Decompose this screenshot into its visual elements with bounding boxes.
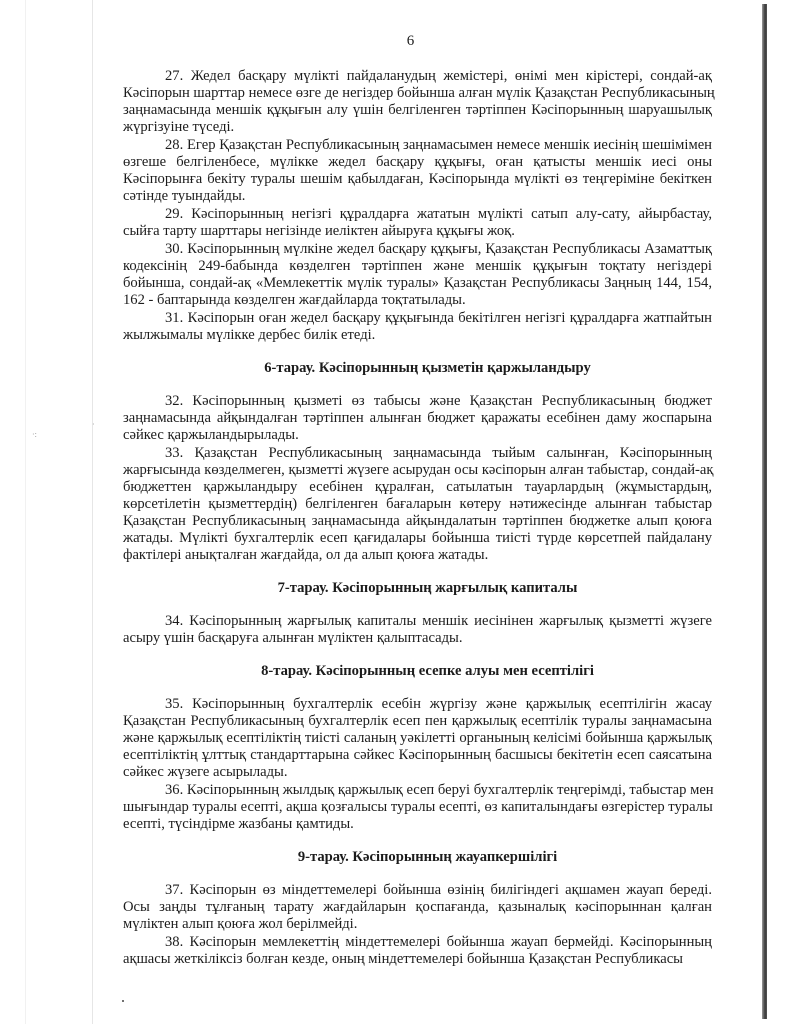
text-line: есепті, түсіндірме жазбаны қамтиды. bbox=[123, 816, 354, 832]
text-line: сәйкес жүзеге асырылады. bbox=[123, 764, 288, 780]
text-line: 31. Кәсіпорын оған жедел басқару құқығында бекітілген негізгі құралдарға жатпайтын bbox=[165, 310, 712, 326]
scan-speck: · bbox=[92, 420, 95, 429]
text-line: сәтінде туындайды. bbox=[123, 188, 246, 204]
text-line: Кәсіпорынға бекіту туралы шешім қабылдаған, Кәсіпорында мүлікті өз теңгеріміне бекіткен bbox=[123, 171, 712, 187]
text-line: және қаржылық есептіліктің тиісті саланың уәкілетті органының келісімі бойынша қаржылық bbox=[123, 730, 712, 746]
text-line: мүліктен алып қоюға жол берілмейді. bbox=[123, 916, 358, 932]
text-line: ақшасы жеткіліксіз болған кезде, оның міндеттемелері бойынша Қазақстан Республикасы bbox=[123, 951, 683, 967]
text-line: 32. Кәсіпорынның қызметі өз табысы және Қазақстан Республикасының бюджет bbox=[165, 393, 712, 409]
text-line: 33. Қазақстан Республикасының заңнамасында тыйым салынған, Кәсіпорынның bbox=[165, 445, 712, 461]
text-line: есептіліктің ұлттық стандарттарына сәйкес Кәсіпорынның басшысы бекітетін есеп саясатына bbox=[123, 747, 712, 763]
text-line: жылжымалы мүлікке дербес билік етеді. bbox=[123, 327, 376, 343]
text-line: 29. Кәсіпорынның негізгі құралдарға жататын мүлікті сатып алу-сату, айырбастау, bbox=[165, 206, 712, 222]
scan-speck bbox=[122, 1000, 124, 1002]
section-heading: 9-тарау. Кәсіпорынның жауапкершілігі bbox=[297, 849, 558, 865]
text-line: заңнамасында айқындалған тәртіппен алынған бюджет қаражаты есебінен даму жоспарына bbox=[123, 410, 712, 426]
page-edge-shadow bbox=[762, 4, 767, 1019]
text-line: Қазақстан Республикасының заңнамасында айқындалатын тәртіппен бюджетке алып қоюға bbox=[123, 513, 712, 529]
text-line: жарғысында көзделмеген, қызметті жүзеге асырудан осы кәсіпорын алған табыстар, сондай-ақ bbox=[123, 462, 714, 478]
text-line: жатады. Мүлікті бухгалтерлік есеп қағидалары бойынша тиісті түрде көрсетпей пайдалану bbox=[123, 530, 712, 546]
text-line: жүргізуіне түседі. bbox=[123, 119, 235, 135]
text-line: сыйға тарту шарттары негізінде иеліктен айыруға құқығы жоқ. bbox=[123, 223, 515, 239]
text-line: бойынша, сондай-ақ «Мемлекеттік мүлік туралы» Қазақстан Республикасы Заңның 144, 154, bbox=[123, 275, 712, 291]
text-line: 30. Кәсіпорынның мүлкіне жедел басқару құқығы, Қазақстан Республикасы Азаматтық bbox=[165, 241, 712, 257]
text-line: 35. Кәсіпорынның бухгалтерлік есебін жүргізу және қаржылық есептілігін жасау bbox=[165, 696, 712, 712]
text-line: өзгеше белгіленбесе, мүлікке жедел басқару құқығы, оған қатысты меншік иесі оны bbox=[123, 154, 712, 170]
text-line: фактілері анықталған жағдайда, ол да алып қоюға жатады. bbox=[123, 547, 489, 563]
scan-speck: ·: bbox=[32, 430, 37, 439]
section-heading: 6-тарау. Кәсіпорынның қызметін қаржыландыру bbox=[264, 360, 591, 376]
scan-artifact-line bbox=[25, 0, 26, 1024]
text-line: Қазақстан Республикасының бухгалтерлік есеп пен қаржылық есептілік туралы заңнамасына bbox=[123, 713, 712, 729]
page-number: 6 bbox=[406, 33, 415, 49]
text-line: көрсетілетін қызметтердің) белгіленген бағаларын көтеру нәтижесінде алынған табыстар bbox=[123, 496, 712, 512]
section-heading: 7-тарау. Кәсіпорынның жарғылық капиталы bbox=[277, 580, 578, 596]
text-line: Кәсіпорын шарттар немесе өзге де негіздер бойынша алған мүлік Қазақстан Республикасының bbox=[123, 85, 715, 101]
text-line: 28. Егер Қазақстан Республикасының заңнамасымен немесе меншік иесінің шешімімен bbox=[165, 137, 712, 153]
text-line: заңнамасында меншік құқығын алу үшін белгіленген тәртіппен Кәсіпорынның шаруашылық bbox=[123, 102, 712, 118]
text-line: сәйкес қаржыландырылады. bbox=[123, 427, 299, 443]
text-line: кодексінің 249-бабында көзделген тәртіппен және меншік құқығын тоқтату негіздері bbox=[123, 258, 712, 274]
text-line: 36. Кәсіпорынның жылдық қаржылық есеп беруі бухгалтерлік теңгерімді, табыстар мен bbox=[165, 782, 714, 798]
text-line: асыру үшін басқаруға алынған мүліктен қалыптасады. bbox=[123, 630, 463, 646]
text-line: Осы заңды тұлғаның тарату жағдайларын қоспағанда, қазыналық кәсіпорыннан қалған bbox=[123, 899, 712, 915]
text-line: 34. Кәсіпорынның жарғылық капиталы меншік иесінінен жарғылық қызметті жүзеге bbox=[165, 613, 712, 629]
text-line: 37. Кәсіпорын өз міндеттемелері бойынша өзінің билігіндегі ақшамен жауап береді. bbox=[165, 882, 712, 898]
scan-artifact-line bbox=[92, 0, 93, 1024]
section-heading: 8-тарау. Кәсіпорынның есепке алуы мен есептілігі bbox=[261, 663, 594, 679]
text-line: 38. Кәсіпорын мемлекеттің міндеттемелері бойынша жауап бермейді. Кәсіпорынның bbox=[165, 934, 712, 950]
text-line: 27. Жедел басқару мүлікті пайдаланудың жемістері, өнімі мен кірістері, сондай-ақ bbox=[165, 68, 712, 84]
text-line: шығындар туралы есепті, ақша қозғалысы туралы есепті, өз капиталындағы өзгерістер туралы bbox=[123, 799, 713, 815]
text-line: бюджеттен қаржыландыру есебінен құралған, сатылатын тауарлардың (жұмыстардың, bbox=[123, 479, 712, 495]
text-line: 162 - баптарында көзделген жағдайларда тоқтатылады. bbox=[123, 292, 466, 308]
